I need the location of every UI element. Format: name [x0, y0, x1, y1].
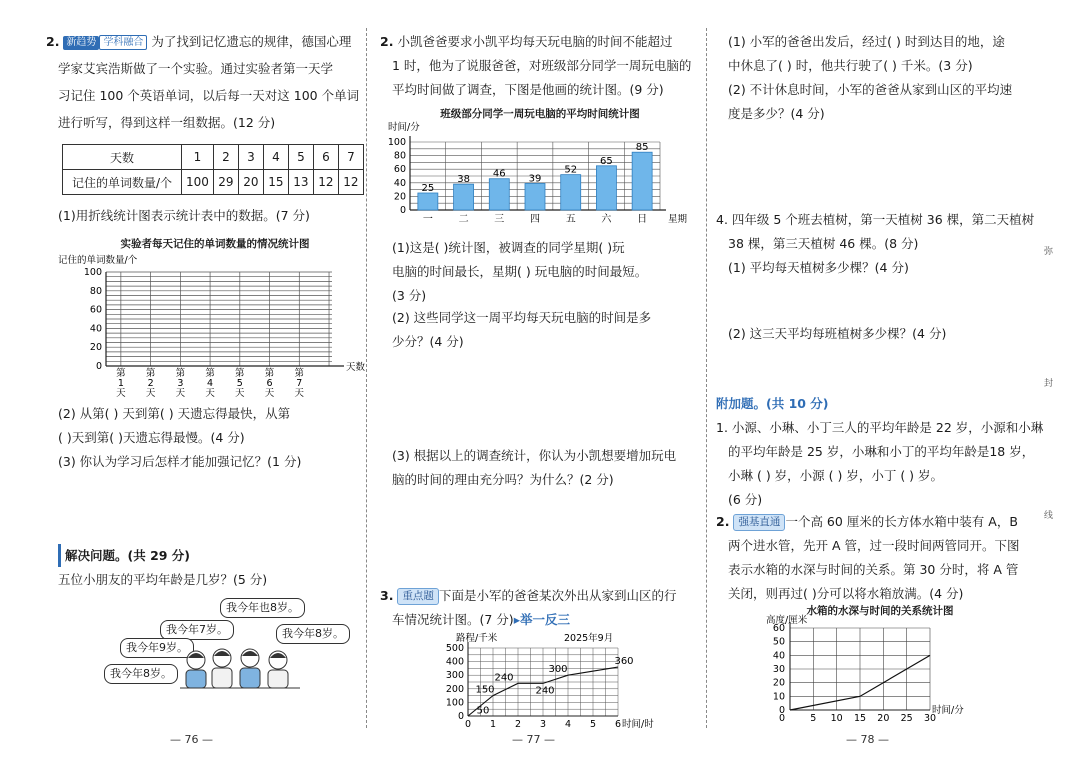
chart2-bar	[632, 152, 652, 210]
chart1-xtick: 天	[294, 388, 305, 399]
chart4-xtick: 10	[830, 713, 843, 724]
page-number: — 77 —	[512, 733, 555, 746]
bonus-q1-3: 小琳 ( ) 岁，小源 ( ) 岁，小丁 ( ) 岁。	[728, 468, 944, 483]
question-text: 下面是小军的爸爸某次外出从家到山区的行	[438, 588, 677, 603]
chart2-xtick: 六	[601, 214, 612, 225]
chart1-xtick: 天	[116, 388, 126, 399]
chart3-ytick: 0	[457, 711, 464, 722]
sub-question-1: (1)用折线统计图表示统计表中的数据。(7 分)	[58, 208, 310, 223]
chart4-xtick: 20	[877, 713, 890, 724]
bonus-q1-1: 1. 小源、小琳、小丁三人的平均年龄是 22 岁，小源和小琳	[716, 420, 1044, 435]
chart1-xtick: 5	[236, 378, 243, 389]
chart3-xtick: 1	[489, 719, 497, 730]
chart4-xtick: 5	[810, 713, 817, 724]
chart1-xtick: 第	[145, 368, 156, 379]
chart3-point-label: 240	[494, 672, 514, 684]
speech-bubble: 我今年9岁。	[120, 638, 194, 658]
chart3-ytick: 500	[445, 643, 464, 654]
question-text: 1 时，他为了说服爸爸，对班级部分同学一周玩电脑的	[392, 58, 692, 73]
chart1-xtick: 2	[147, 378, 154, 389]
sub-question-1: 电脑的时间最长，星期( ) 玩电脑的时间最短。	[392, 264, 648, 279]
question-text: 小凯爸爸要求小凯平均每天玩电脑的时间不能超过	[397, 34, 673, 49]
table-cell: 6	[313, 145, 338, 170]
chart2-data-label: 38	[457, 174, 470, 186]
kids-illustration	[100, 594, 350, 694]
chart4-xtick: 0	[778, 713, 786, 724]
chart1-xtick: 1	[117, 378, 124, 389]
chart2-bar	[525, 183, 545, 210]
q4-line1: 4. 四年级 5 个班去植树，第一天植树 36 棵，第二天植树	[716, 212, 1035, 227]
chart2-bar	[596, 166, 616, 210]
kids-drawing	[180, 646, 310, 692]
chart2-ytick: 0	[399, 205, 406, 216]
chart3-xtick: 2	[514, 719, 522, 730]
chart1-xtick: 第	[264, 368, 275, 379]
extension-link[interactable]: ▸举一反三	[513, 612, 570, 627]
chart4-ytick: 0	[778, 705, 785, 716]
chart3-ylabel: 路程/千米	[456, 633, 498, 644]
chart2-ytick: 20	[393, 191, 406, 203]
chart1-xtick: 天	[264, 388, 275, 399]
q2-middle-line1	[380, 30, 672, 53]
chart2-xtick: 一	[422, 214, 433, 225]
table-cell: 29	[213, 170, 238, 195]
chart1-xtick: 天	[235, 388, 245, 399]
chart4-ytick: 30	[772, 664, 785, 675]
question-number: 2.	[46, 34, 60, 49]
table-cell: 12	[338, 170, 363, 195]
bonus-q1-2: 的平均年龄是 25 岁，小琳和小丁的平均年龄是18 岁，	[728, 444, 1035, 459]
chart3-point-label: 150	[475, 684, 495, 696]
sub-question-2: 少分？(4 分)	[392, 334, 464, 349]
q4-sub2: (2) 这三天平均每班植树多少棵？(4 分)	[728, 326, 947, 341]
chart4-xtick: 25	[900, 713, 913, 724]
q3-cont-2: 中休息了( ) 时，他共行驶了( ) 千米。(3 分)	[728, 58, 973, 73]
chart1-xtick: 天	[145, 388, 156, 399]
sub-question-3: (3) 根据以上的调查统计，你认为小凯想要增加玩电	[392, 448, 677, 463]
table-cell: 100	[182, 170, 214, 195]
question-text: 一个高 60 厘米的长方体水箱中装有 A，B	[785, 514, 1018, 529]
table-cell: 2	[213, 145, 238, 170]
chart2-data-label: 65	[600, 155, 613, 167]
question-text: 学家艾宾浩斯做了一个实验。通过实验者第一天学	[58, 61, 334, 76]
chart1-xtick: 6	[266, 378, 273, 389]
table-cell: 13	[288, 170, 313, 195]
chart4-ytick: 50	[772, 636, 785, 648]
chart2-bar	[489, 179, 509, 210]
speech-bubble: 我今年7岁。	[160, 620, 234, 640]
chart2-data-label: 25	[421, 183, 435, 194]
bonus-q2-2: 两个进水管，先开 A 管，过一段时间两管同开。下图	[728, 538, 1020, 553]
chart1-ytick: 40	[89, 323, 102, 335]
chart3-xlabel: 时间/时	[622, 719, 654, 730]
chart1-xtick: 天	[175, 388, 186, 399]
chart1-ytick: 60	[89, 304, 102, 316]
question-number: 2.	[716, 514, 730, 529]
q3-line1	[380, 584, 676, 607]
sub-question-1: (1)这是( )统计图，被调查的同学星期( )玩	[392, 240, 625, 255]
chart3-title: 2025年9月	[564, 633, 614, 644]
table-cell: 1	[182, 145, 214, 170]
chart2-ytick: 60	[393, 164, 406, 176]
binding-mark: 封	[1044, 379, 1054, 389]
chart4-ytick: 60	[772, 623, 785, 634]
chart4-title: 水箱的水深与时间的关系统计图	[806, 605, 954, 617]
chart2-title: 班级部分同学一周玩电脑的平均时间统计图	[440, 108, 640, 120]
chart2-bar	[454, 184, 474, 210]
chart3-xtick: 4	[564, 719, 572, 730]
chart1-xtick: 第	[205, 368, 215, 379]
sub-question-3: (3) 你认为学习后怎样才能加强记忆？(1 分)	[58, 454, 302, 469]
chart3-ytick: 200	[445, 683, 464, 695]
table-head: 天数	[63, 145, 182, 170]
chart2-bar	[561, 175, 581, 210]
chart1-xlabel: 天数	[346, 362, 366, 373]
chart2-bar	[418, 193, 438, 210]
chart4-ylabel: 高度/厘米	[766, 615, 808, 626]
question-text: 进行听写，得到这样一组数据。(12 分)	[58, 115, 276, 130]
chart3-trip-chart	[440, 632, 680, 728]
table-cell: 3	[238, 145, 263, 170]
chart2-xlabel: 星期	[668, 214, 688, 225]
chart1-ytick: 0	[95, 361, 102, 372]
speech-bubble: 我今年也8岁。	[220, 598, 305, 618]
sub-question-3: 脑的时间的理由充分吗？为什么？(2 分)	[392, 472, 614, 487]
chart3-xtick: 5	[589, 719, 597, 730]
chart2-xtick: 五	[565, 214, 576, 225]
chart1-ylabel: 记住的单词数量/个	[58, 255, 138, 266]
binding-mark: 弥	[1044, 247, 1054, 257]
tag-new-trend: 新趋势	[63, 36, 99, 50]
question-text: 习记住 100 个英语单词，以后每一天对这 100 个单词	[58, 88, 360, 103]
chart4-ytick: 20	[772, 677, 785, 689]
question-text: 平均时间做了调查，下图是他画的统计图。(9 分)	[392, 82, 664, 97]
bonus-q1-4: (6 分)	[728, 492, 763, 507]
table-cell: 12	[313, 170, 338, 195]
chart3-point-label: 240	[535, 685, 555, 697]
tag-subject: 学科融合	[99, 35, 147, 50]
binding-mark: 线	[1044, 511, 1054, 521]
chart1-line-grid[interactable]	[58, 252, 366, 400]
table-cell: 15	[263, 170, 288, 195]
q2-left-line1	[46, 30, 351, 53]
chart4-water-chart	[760, 614, 990, 726]
chart1-ytick: 20	[89, 342, 102, 354]
chart2-xtick: 日	[637, 214, 648, 225]
table-head: 记住的单词数量/个	[63, 170, 182, 195]
q3-cont-1: (1) 小军的爸爸出发后，经过( ) 时到达目的地，途	[728, 34, 1005, 49]
q3-cont-4: 度是多少？(4 分)	[728, 106, 825, 121]
chart1-xtick: 第	[116, 368, 126, 379]
page-number: — 78 —	[846, 733, 889, 746]
chart1-ytick: 100	[83, 267, 102, 278]
sub-question-1: (3 分)	[392, 288, 427, 303]
question-text: 车情况统计图。(7 分)	[392, 612, 514, 627]
chart1-xtick: 第	[175, 368, 186, 379]
sub-question-2: (2) 从第( ) 天到第( ) 天遗忘得最快，从第	[58, 406, 291, 421]
table-cell: 5	[288, 145, 313, 170]
q4-line2: 38 棵，第三天植树 46 棵。(8 分)	[728, 236, 919, 251]
chart2-ytick: 100	[387, 137, 406, 148]
speech-bubble: 我今年8岁。	[104, 664, 178, 684]
chart2-data-label: 39	[528, 173, 542, 185]
data-table	[62, 144, 364, 195]
chart2-bar-chart	[380, 118, 700, 230]
chart2-xtick: 四	[530, 214, 540, 225]
section-title: 解决问题。(共 29 分)	[58, 544, 190, 567]
chart3-ytick: 300	[445, 670, 464, 682]
bonus-q2-3: 表示水箱的水深与时间的关系。第 30 分时，将 A 管	[728, 562, 1019, 577]
chart1-xtick: 3	[177, 378, 184, 389]
sub-question-2: (2) 这些同学这一周平均每天玩电脑的时间是多	[392, 310, 652, 325]
chart1-ytick: 80	[89, 285, 102, 297]
chart1-xtick: 第	[294, 368, 305, 379]
page-number: — 76 —	[170, 733, 213, 746]
bonus-q2-1	[716, 510, 1018, 533]
question-number: 2.	[380, 34, 394, 49]
chart2-ytick: 40	[393, 177, 406, 189]
q3-line2	[392, 608, 570, 631]
chart3-point-label: 300	[548, 664, 568, 676]
chart1-title: 实验者每天记住的单词数量的情况统计图	[120, 238, 310, 250]
chart3-ytick: 100	[445, 697, 464, 709]
chart4-xtick: 30	[923, 713, 937, 724]
chart4-ytick: 40	[772, 650, 785, 662]
chart3-xtick: 3	[539, 719, 547, 730]
chart4-xlabel: 时间/分	[932, 705, 964, 716]
chart3-xtick: 0	[464, 719, 472, 730]
q4-sub1: (1) 平均每天植树多少棵？(4 分)	[728, 260, 909, 275]
bonus-q2-4: 关闭，则再过( )分可以将水箱放满。(4 分)	[728, 586, 964, 601]
table-cell: 7	[338, 145, 363, 170]
bonus-title: 附加题。(共 10 分)	[716, 396, 829, 411]
chart4-ytick: 10	[772, 691, 785, 703]
tag-key-question: 重点题	[397, 588, 439, 605]
chart2-xtick: 三	[494, 214, 505, 225]
tag-strong-base: 强基直通	[733, 514, 785, 531]
q3-cont-3: (2) 不计休息时间，小军的爸爸从家到山区的平均速	[728, 82, 1013, 97]
chart4-xtick: 15	[853, 713, 867, 724]
question-text: 为了找到记忆遗忘的规律，德国心理	[151, 34, 352, 49]
chart3-point-label: 360	[614, 656, 634, 668]
chart1-xtick: 天	[205, 388, 215, 399]
chart2-data-label: 52	[564, 164, 578, 176]
chart1-xtick: 4	[207, 378, 214, 389]
table-cell: 20	[238, 170, 263, 195]
sub-question-2: ( )天到第( )天遗忘得最慢。(4 分)	[58, 430, 245, 445]
question-number: 3.	[380, 588, 394, 603]
chart2-data-label: 46	[492, 168, 506, 180]
chart2-data-label: 85	[635, 142, 649, 154]
chart3-xtick: 6	[614, 719, 622, 730]
chart2-ytick: 80	[393, 150, 406, 162]
chart3-point-label: 50	[476, 705, 490, 717]
section-question: 五位小朋友的平均年龄是几岁？(5 分)	[58, 572, 268, 587]
chart1-xtick: 7	[296, 378, 303, 389]
chart1-xtick: 第	[235, 368, 245, 379]
chart2-xtick: 二	[458, 214, 469, 225]
table-cell: 4	[263, 145, 288, 170]
speech-bubble: 我今年8岁。	[276, 624, 350, 644]
chart2-ylabel: 时间/分	[388, 122, 420, 133]
chart3-ytick: 400	[445, 656, 464, 668]
